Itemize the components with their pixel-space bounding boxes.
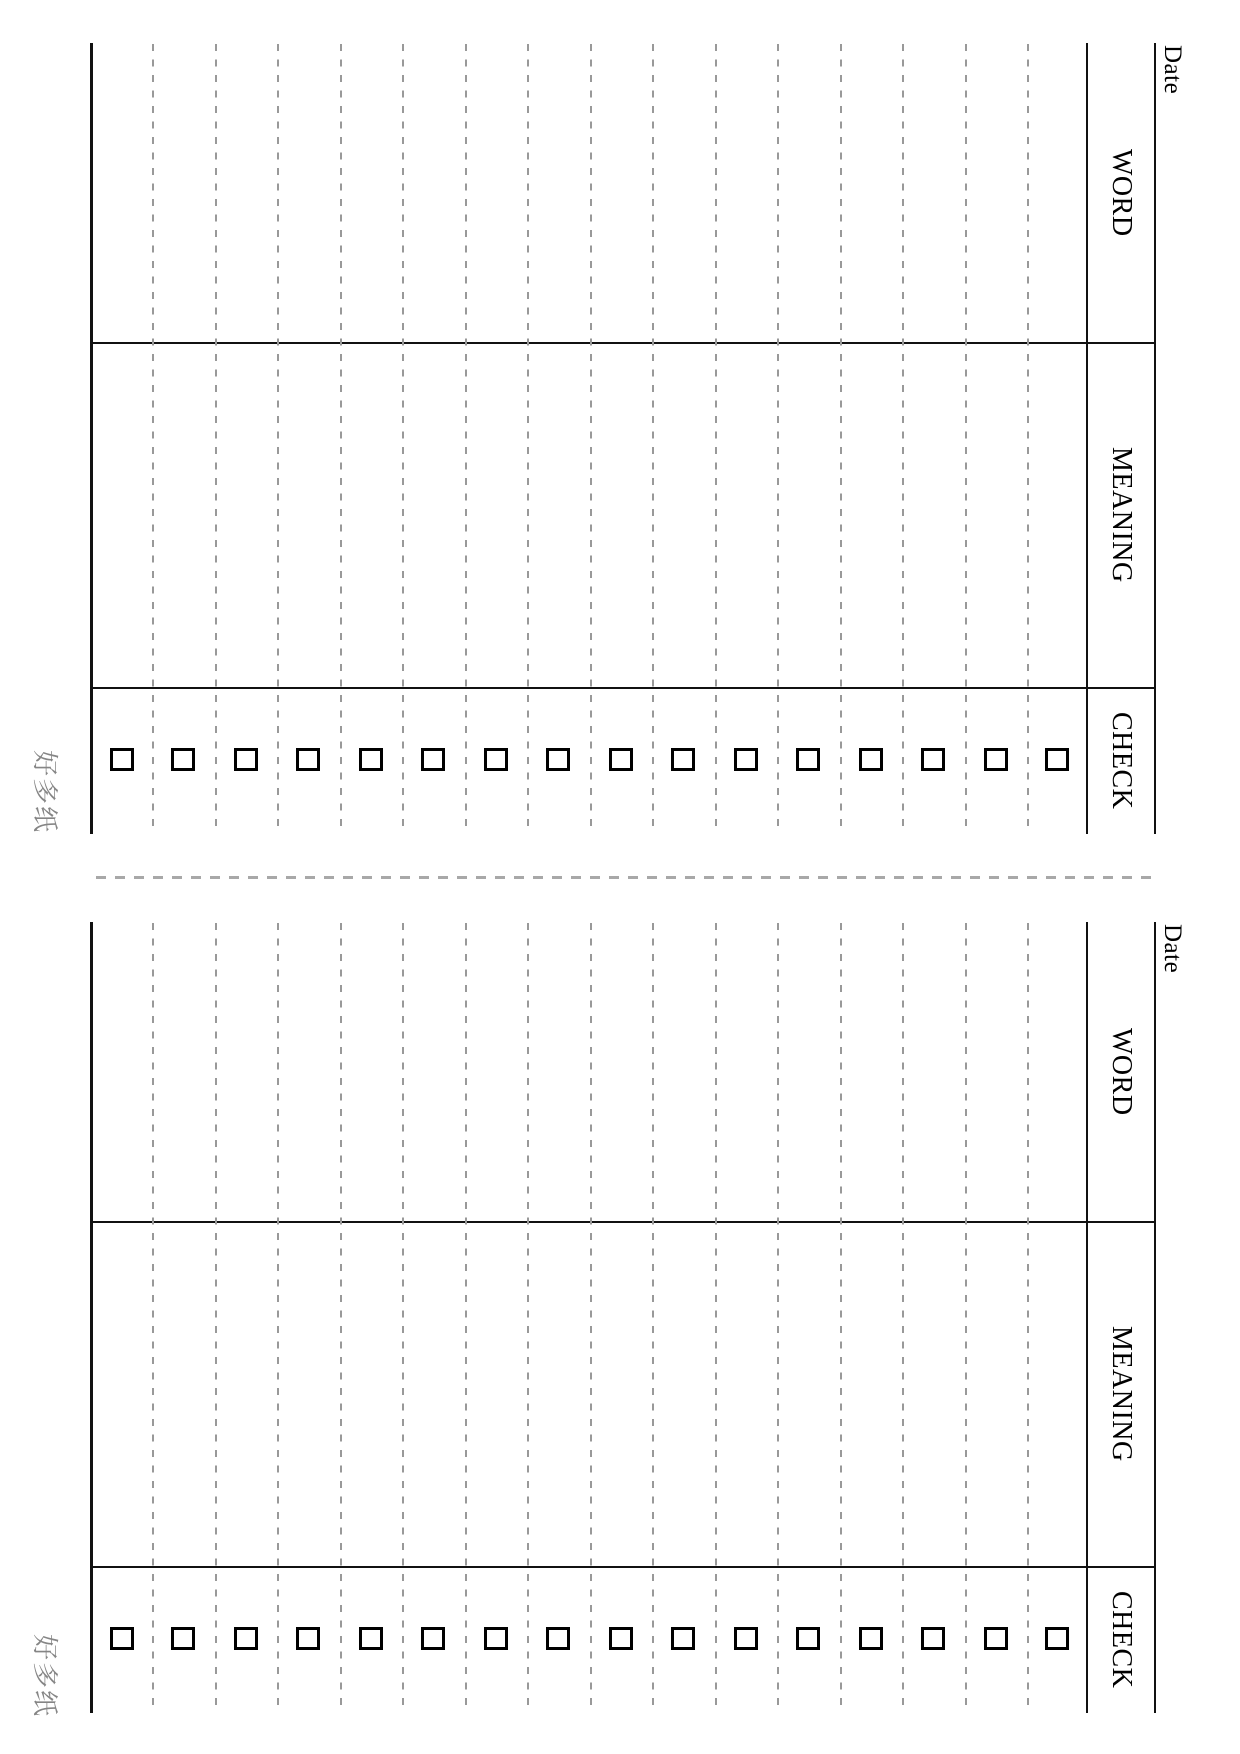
column-label-meaning: MEANING [1106, 1325, 1137, 1462]
row-checkbox[interactable] [484, 748, 508, 771]
row-checkbox[interactable] [296, 748, 320, 771]
row-checkbox[interactable] [796, 748, 820, 771]
row-checkbox[interactable] [234, 748, 258, 771]
row-checkbox[interactable] [546, 1627, 570, 1650]
row-checkbox[interactable] [609, 1627, 633, 1650]
row-checkbox[interactable] [859, 1627, 883, 1650]
column-label-check: CHECK [1106, 1590, 1137, 1689]
row-checkbox[interactable] [421, 1627, 445, 1650]
vocab-table-bottom [0, 922, 1240, 1713]
column-label-check: CHECK [1106, 711, 1137, 810]
row-checkbox[interactable] [984, 748, 1008, 771]
column-label-meaning: MEANING [1106, 446, 1137, 583]
row-checkbox[interactable] [484, 1627, 508, 1650]
row-checkbox[interactable] [671, 1627, 695, 1650]
column-label-word: WORD [1106, 1027, 1137, 1116]
column-label-word: WORD [1106, 148, 1137, 237]
row-checkbox[interactable] [859, 748, 883, 771]
watermark-text: 好多纸 [30, 1634, 59, 1719]
row-checkbox[interactable] [110, 748, 134, 771]
row-checkbox[interactable] [921, 1627, 945, 1650]
row-checkbox[interactable] [671, 748, 695, 771]
checkbox-layer [0, 43, 1240, 834]
row-checkbox[interactable] [796, 1627, 820, 1650]
row-checkbox[interactable] [1045, 1627, 1069, 1650]
row-checkbox[interactable] [546, 748, 570, 771]
row-checkbox[interactable] [734, 1627, 758, 1650]
row-checkbox[interactable] [171, 748, 195, 771]
row-checkbox[interactable] [359, 748, 383, 771]
row-checkbox[interactable] [234, 1627, 258, 1650]
row-checkbox[interactable] [921, 748, 945, 771]
row-checkbox[interactable] [296, 1627, 320, 1650]
date-label: Date [1159, 45, 1186, 95]
row-checkbox[interactable] [984, 1627, 1008, 1650]
row-checkbox[interactable] [110, 1627, 134, 1650]
checkbox-layer [0, 922, 1240, 1713]
watermark-text: 好多纸 [30, 750, 59, 835]
row-checkbox[interactable] [609, 748, 633, 771]
row-checkbox[interactable] [171, 1627, 195, 1650]
cut-line [96, 876, 1156, 879]
row-checkbox[interactable] [1045, 748, 1069, 771]
vocab-table-top [0, 43, 1240, 834]
date-label: Date [1159, 924, 1186, 974]
row-checkbox[interactable] [734, 748, 758, 771]
row-checkbox[interactable] [359, 1627, 383, 1650]
row-checkbox[interactable] [421, 748, 445, 771]
